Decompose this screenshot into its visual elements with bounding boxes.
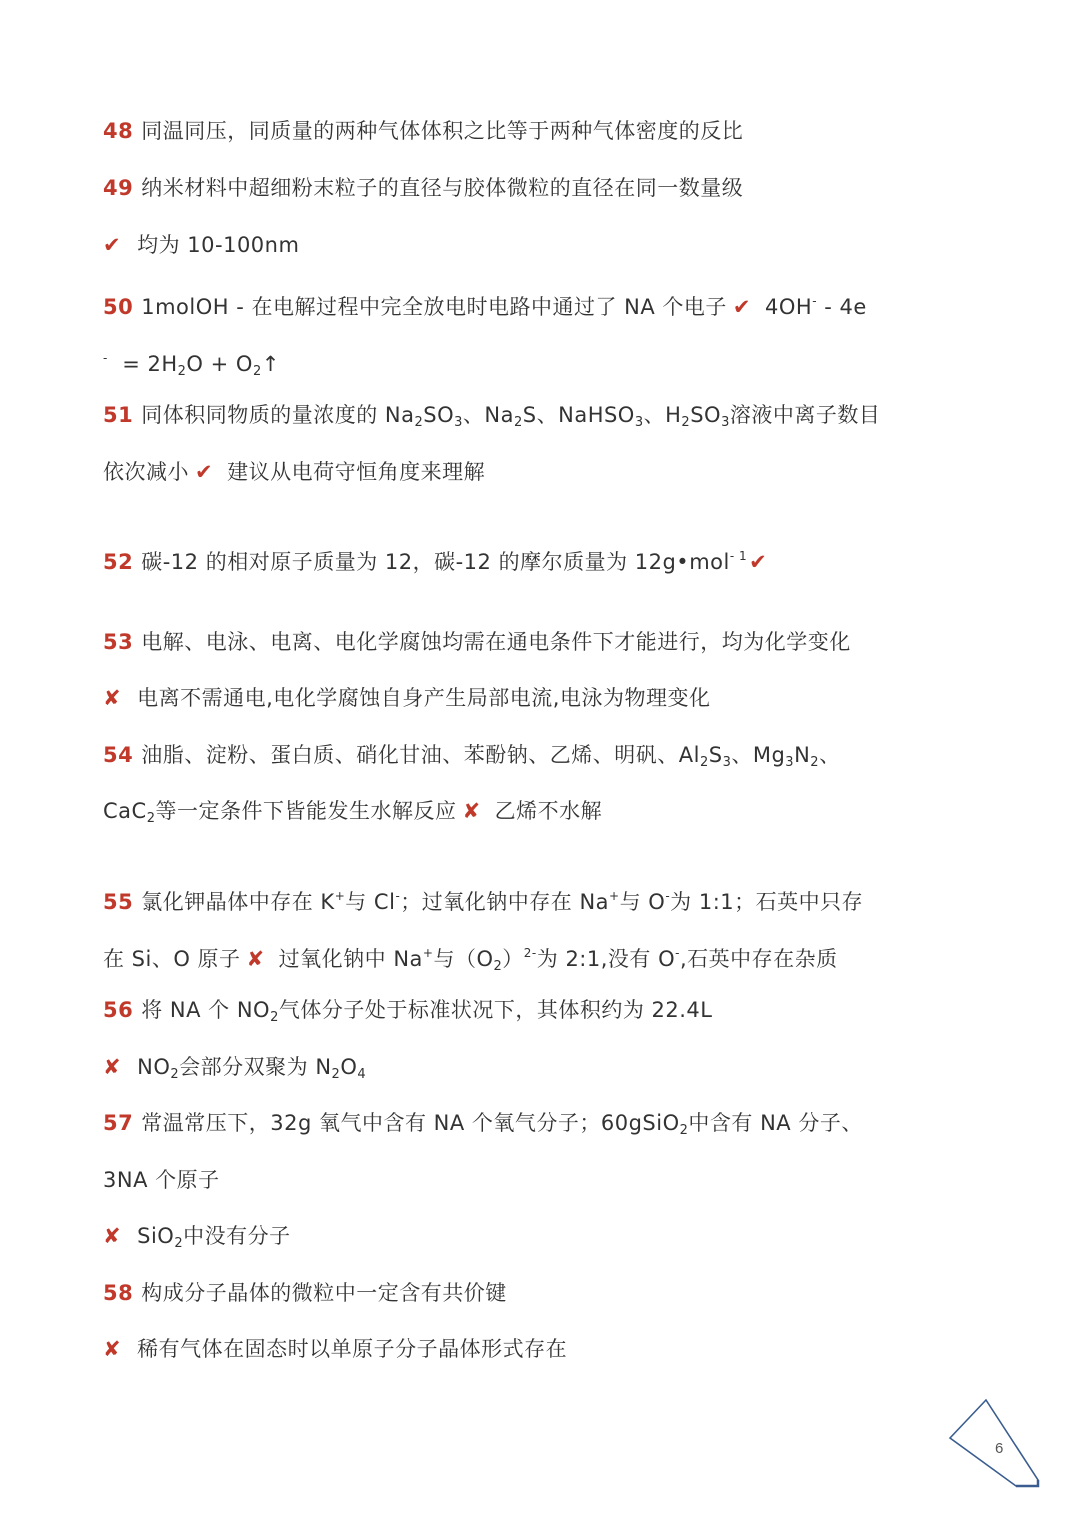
item-54 (103, 740, 841, 778)
item-text: 等一定条件下皆能发生水解反应 (155, 799, 457, 823)
item-text: 与 Cl (345, 890, 396, 914)
item-number: 55 (103, 890, 134, 914)
item-56 (103, 995, 713, 1033)
answer-note: 乙烯不水解 (494, 799, 603, 823)
item-number: 54 (103, 743, 134, 767)
answer-note: 过氧化钠中 Na (278, 947, 423, 971)
answer-note: 与（O (433, 947, 494, 971)
item-text: 同温同压，同质量的两种气体体积之比等于两种气体密度的反比 (141, 119, 744, 143)
subscript: 4 (357, 1067, 367, 1082)
item-text: 将 NA 个 NO (141, 998, 271, 1022)
subscript: 2 (679, 1123, 689, 1138)
subscript: 2 (252, 364, 262, 379)
item-51-cont (103, 457, 485, 487)
subscript: 2 (514, 415, 523, 430)
answer-note: 为 2:1,没有 O (536, 947, 676, 971)
cross-icon: ✘ (246, 947, 265, 971)
answer-note: O (340, 1055, 358, 1079)
item-53-answer (103, 683, 710, 713)
page-number-badge (946, 1396, 1040, 1490)
item-text: 溶液中离子数目 (729, 403, 881, 427)
item-number: 58 (103, 1281, 134, 1305)
item-text: 电解、电泳、电离、电化学腐蚀均需在通电条件下才能进行，均为化学变化 (141, 630, 851, 654)
superscript: - (103, 351, 108, 365)
subscript: 3 (454, 415, 463, 430)
answer-note: SiO (137, 1224, 175, 1248)
item-55 (103, 881, 863, 917)
item-text: SO (423, 403, 455, 427)
item-57 (103, 1108, 863, 1146)
item-51 (103, 400, 880, 438)
item-text: 3NA 个原子 (103, 1168, 220, 1192)
item-text: 1molOH - 在电解过程中完全放电时电路中通过了 NA 个电子 (141, 295, 727, 319)
item-52 (103, 541, 783, 577)
check-icon: ✔ (749, 550, 768, 574)
answer-note: ） (502, 947, 524, 971)
item-50 (103, 286, 867, 322)
answer-note: NO (137, 1055, 171, 1079)
cross-icon: ✘ (103, 1055, 122, 1079)
item-text: 构成分子晶体的微粒中一定含有共价键 (141, 1281, 507, 1305)
check-icon: ✔ (195, 460, 214, 484)
equation-part: - 4e (817, 295, 867, 319)
cross-icon: ✘ (103, 1224, 122, 1248)
answer-note: 建议从电荷守恒角度来理解 (227, 460, 486, 484)
page-number: 6 (995, 1440, 1004, 1457)
item-text: 常温常压下，32g 氧气中含有 NA 个氧气分子；60gSiO (141, 1111, 680, 1135)
check-icon: ✔ (103, 233, 122, 257)
item-text: 与 O (619, 890, 666, 914)
item-number: 52 (103, 550, 134, 574)
item-text: 为 1:1；石英中只存 (670, 890, 864, 914)
item-number: 51 (103, 403, 134, 427)
check-icon: ✔ (732, 295, 752, 319)
item-48 (103, 116, 743, 146)
subscript: 2 (170, 1067, 180, 1082)
answer-note: 电离不需通电,电化学腐蚀自身产生局部电流,电泳为物理变化 (137, 686, 711, 710)
item-text: ；过氧化钠中存在 Na (400, 890, 610, 914)
subscript: 2 (177, 364, 187, 379)
item-text: SO (690, 403, 722, 427)
superscript: + (334, 889, 346, 903)
item-number: 53 (103, 630, 134, 654)
item-number: 57 (103, 1111, 134, 1135)
item-text: S (708, 743, 723, 767)
subscript: 2 (414, 415, 424, 430)
item-text: N (794, 743, 811, 767)
item-text: 、Mg (731, 743, 786, 767)
item-text: 在 Si、O 原子 (103, 947, 241, 971)
subscript: 2 (270, 1010, 279, 1025)
superscript: - 1 (729, 549, 748, 563)
superscript: - (395, 889, 401, 903)
equation-part: ↑ (261, 352, 280, 376)
subscript: 2 (146, 811, 156, 826)
answer-note: 均为 10-100nm (137, 233, 300, 257)
superscript: - (812, 294, 818, 308)
superscript: + (609, 889, 620, 903)
subscript: 3 (721, 415, 730, 430)
subscript: 2 (681, 415, 691, 430)
item-text: 中含有 NA 分子、 (688, 1111, 863, 1135)
item-text: 同体积同物质的量浓度的 Na (141, 403, 415, 427)
equation-part: = 2H (122, 352, 178, 376)
item-text: 、H (643, 403, 682, 427)
item-55-cont (103, 938, 838, 982)
item-number: 48 (103, 119, 134, 143)
item-number: 50 (103, 295, 134, 319)
superscript: - (665, 889, 671, 903)
item-number: 49 (103, 176, 134, 200)
item-56-answer (103, 1052, 366, 1090)
answer-note: 中没有分子 (183, 1224, 291, 1248)
answer-note: ,石英中存在杂质 (679, 947, 838, 971)
item-text: 、Na (462, 403, 514, 427)
item-57-answer (103, 1221, 291, 1259)
item-text: 气体分子处于标准状况下，其体积约为 22.4L (278, 998, 713, 1022)
item-text: S、NaHSO (522, 403, 635, 427)
item-57-cont (103, 1165, 220, 1195)
badge-shape (950, 1400, 1038, 1486)
item-text: 氯化钾晶体中存在 K (141, 890, 335, 914)
subscript: 2 (331, 1067, 341, 1082)
subscript: 2 (699, 755, 709, 770)
item-text: 依次减小 (103, 460, 189, 484)
answer-note: 会部分双聚为 N (179, 1055, 332, 1079)
superscript: 2- (523, 946, 537, 960)
subscript: 2 (174, 1236, 184, 1251)
equation-part: 4OH (765, 295, 813, 319)
item-49 (103, 173, 743, 203)
equation-part: O + O (186, 352, 253, 376)
item-58-answer (103, 1334, 567, 1364)
item-number: 56 (103, 998, 134, 1022)
item-text: 油脂、淀粉、蛋白质、硝化甘油、苯酚钠、乙烯、明矾、Al (141, 743, 700, 767)
subscript: 2 (810, 755, 820, 770)
item-58 (103, 1278, 507, 1308)
item-49-answer (103, 230, 299, 260)
item-text: 纳米材料中超细粉末粒子的直径与胶体微粒的直径在同一数量级 (141, 176, 744, 200)
cross-icon: ✘ (103, 1337, 122, 1361)
subscript: 3 (722, 755, 732, 770)
item-54-cont (103, 796, 602, 834)
item-text: 、 (819, 743, 841, 767)
subscript: 3 (785, 755, 795, 770)
item-text: 碳-12 的相对原子质量为 12，碳-12 的摩尔质量为 12g•mol (141, 550, 730, 574)
answer-note: 稀有气体在固态时以单原子分子晶体形式存在 (137, 1337, 568, 1361)
subscript: 2 (493, 959, 503, 974)
superscript: + (422, 946, 434, 960)
item-50-equation (103, 343, 280, 387)
subscript: 3 (634, 415, 644, 430)
cross-icon: ✘ (462, 799, 481, 823)
cross-icon: ✘ (103, 686, 122, 710)
item-text: CaC (103, 799, 147, 823)
item-53 (103, 627, 851, 657)
superscript: - (675, 946, 680, 960)
